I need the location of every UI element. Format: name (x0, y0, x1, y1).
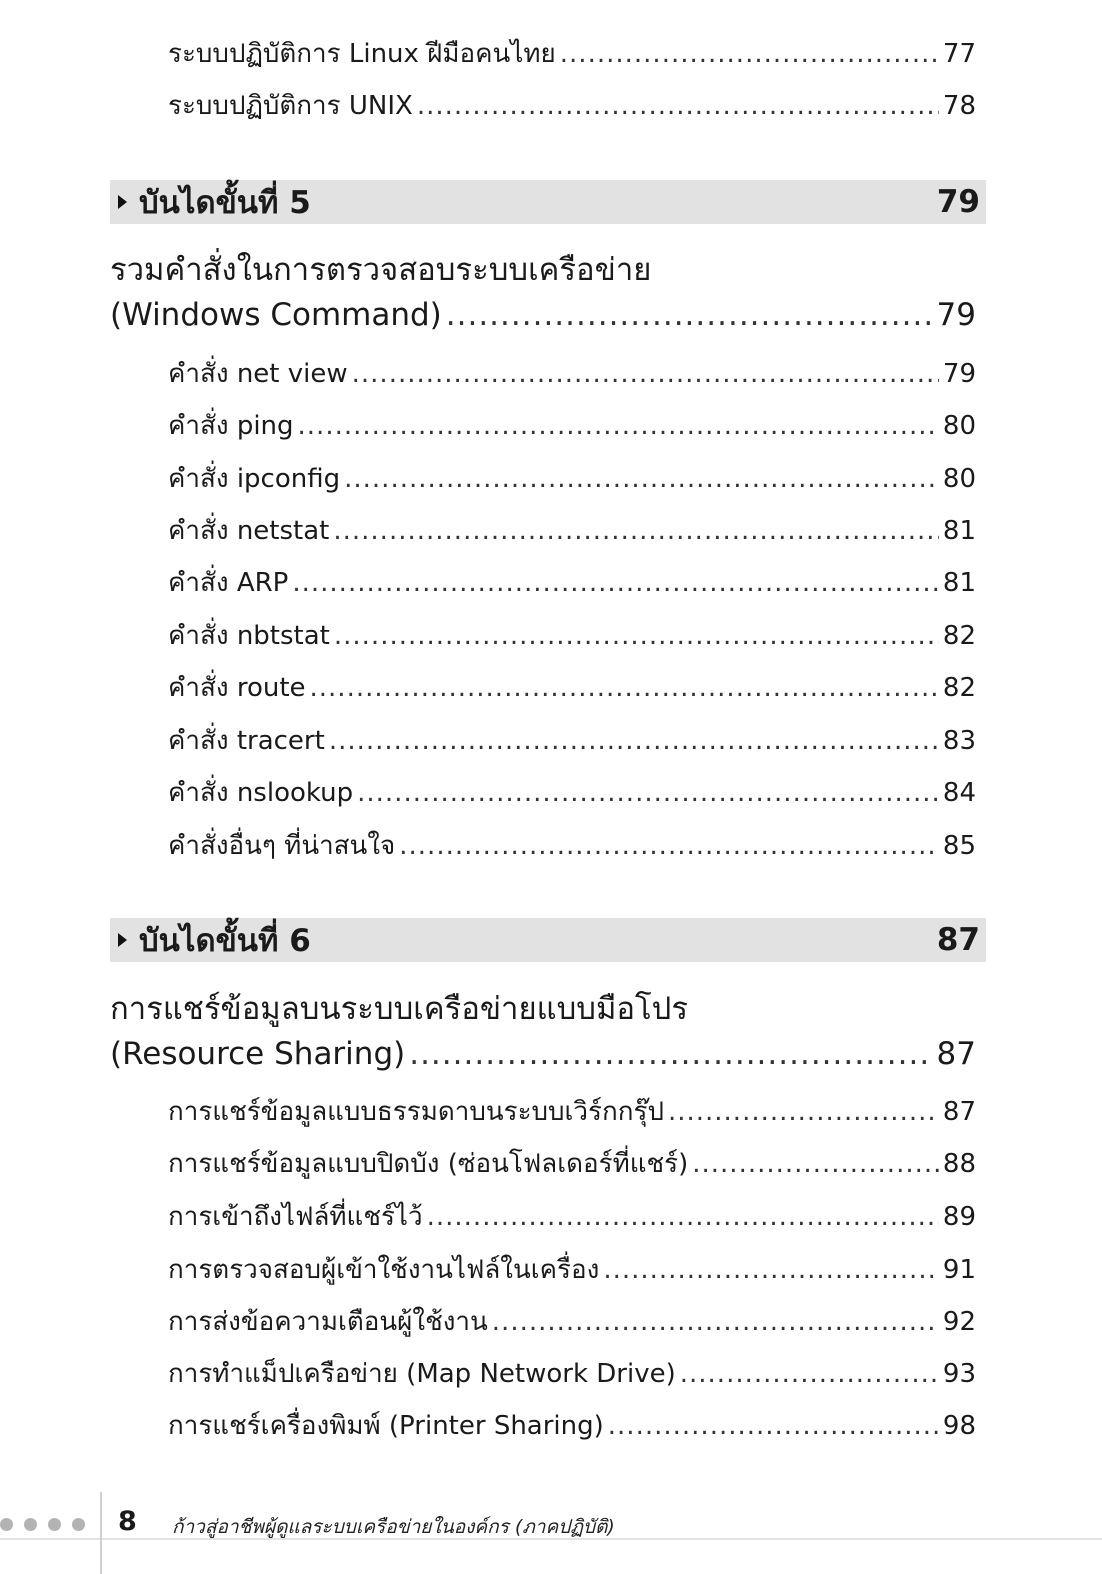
toc-entry-label: คำสั่ง route (168, 673, 306, 703)
toc-entry[interactable] (168, 33, 976, 74)
toc-entry-label: คำสั่ง nslookup (168, 778, 354, 808)
footer-vertical-divider (100, 1492, 102, 1574)
toc-entry-page: 82 (942, 621, 976, 651)
step-title: บันไดขั้นที่ 5 (139, 185, 311, 221)
toc-entry[interactable] (168, 405, 976, 446)
toc-entry-page: 84 (942, 778, 976, 808)
toc-entry-page: 88 (942, 1149, 976, 1179)
toc-entry-page: 81 (942, 516, 976, 546)
toc-entry[interactable] (168, 1405, 976, 1446)
toc-entry-label: การทำแม็ปเครือข่าย (Map Network Drive) (168, 1359, 676, 1389)
chapter-heading-line2: (Windows Command) (110, 297, 442, 333)
page-footer (0, 1492, 1102, 1574)
toc-entry-label: คำสั่ง ARP (168, 568, 289, 598)
toc-entry-label: คำสั่ง netstat (168, 516, 330, 546)
footer-book-title: ก้าวสู่อาชีพผู้ดูแลระบบเครือข่ายในองค์กร (ภาคปฏิบัติ) (172, 1516, 615, 1538)
toc-entry-page: 80 (942, 464, 976, 494)
toc-entry-label: การแชร์ข้อมูลแบบธรรมดาบนระบบเวิร์กกรุ๊ป (168, 1097, 664, 1127)
chapter-heading-entry[interactable] (110, 1036, 976, 1072)
toc-entry-page: 92 (942, 1307, 976, 1337)
dot-leader (692, 1149, 939, 1179)
dot-leader (334, 621, 939, 651)
dot-leader (417, 91, 939, 121)
toc-entry-page: 79 (942, 359, 976, 389)
chapter-heading-line1: การแชร์ข้อมูลบนระบบเครือข่ายแบบมือโปร (110, 991, 688, 1027)
toc-entry-label: คำสั่ง nbtstat (168, 621, 330, 651)
toc-entry[interactable] (168, 1091, 976, 1132)
toc-entry-page: 83 (942, 726, 976, 756)
toc-entry-page: 77 (942, 39, 976, 69)
toc-entry[interactable] (168, 458, 976, 499)
chapter-heading-page: 87 (936, 1036, 976, 1072)
dot-leader (668, 1097, 939, 1127)
step-6-header (110, 918, 986, 962)
toc-entry-label: การส่งข้อความเตือนผู้ใช้งาน (168, 1307, 488, 1337)
dot-leader (298, 411, 939, 441)
dot-leader (608, 1411, 939, 1441)
dot-leader (352, 359, 939, 389)
toc-entry[interactable] (168, 1249, 976, 1290)
dot-icon (48, 1518, 61, 1531)
toc-entry-page: 82 (942, 673, 976, 703)
dot-leader (292, 568, 939, 598)
toc-entry[interactable] (168, 720, 976, 761)
toc-entry[interactable] (168, 615, 976, 656)
step-title: บันไดขั้นที่ 6 (139, 923, 311, 959)
dot-leader (344, 464, 939, 494)
toc-entry-page: 93 (942, 1359, 976, 1389)
dot-icon (24, 1518, 37, 1531)
footer-page-number: 8 (118, 1506, 137, 1537)
dot-leader (680, 1359, 939, 1389)
dot-leader (427, 1202, 939, 1232)
toc-entry-label: คำสั่ง tracert (168, 726, 325, 756)
toc-entry[interactable] (168, 825, 976, 866)
chapter-heading-line2: (Resource Sharing) (110, 1036, 406, 1072)
dot-leader (560, 39, 939, 69)
step-page: 87 (936, 922, 980, 958)
step-5-header (110, 180, 986, 224)
toc-entry-label: การตรวจสอบผู้เข้าใช้งานไฟล์ในเครื่อง (168, 1255, 600, 1285)
toc-entry-page: 80 (942, 411, 976, 441)
triangle-bullet-icon (118, 195, 127, 209)
toc-entry-page: 87 (942, 1097, 976, 1127)
toc-entry-label: ระบบปฏิบัติการ UNIX (168, 91, 413, 121)
dot-leader (409, 1036, 932, 1072)
chapter-heading-entry[interactable] (110, 297, 976, 333)
toc-entry-label: การแชร์ข้อมูลแบบปิดบัง (ซ่อนโฟลเดอร์ที่แชร์) (168, 1149, 689, 1179)
toc-entry[interactable] (168, 85, 976, 126)
chapter-heading-line1: รวมคำสั่งในการตรวจสอบระบบเครือข่าย (110, 252, 652, 288)
toc-entry-label: คำสั่งอื่นๆ ที่น่าสนใจ (168, 831, 396, 861)
toc-entry-page: 81 (942, 568, 976, 598)
toc-entry[interactable] (168, 353, 976, 394)
dot-leader (333, 516, 939, 546)
triangle-bullet-icon (118, 933, 127, 947)
toc-entry[interactable] (168, 1143, 976, 1184)
toc-entry[interactable] (168, 1301, 976, 1342)
toc-entry-label: ระบบปฏิบัติการ Linux ฝีมือคนไทย (168, 39, 556, 69)
dot-leader (446, 297, 933, 333)
dot-leader (357, 778, 939, 808)
toc-entry-label: คำสั่ง ping (168, 411, 294, 441)
step-page: 79 (936, 184, 980, 220)
toc-entry-page: 91 (942, 1255, 976, 1285)
dot-leader (310, 673, 939, 703)
dot-leader (492, 1307, 939, 1337)
toc-entry-page: 85 (942, 831, 976, 861)
toc-entry-page: 98 (942, 1411, 976, 1441)
chapter-heading-page: 79 (936, 297, 976, 333)
toc-entry[interactable] (168, 772, 976, 813)
toc-entry-page: 89 (942, 1202, 976, 1232)
toc-entry[interactable] (168, 562, 976, 603)
toc-entry[interactable] (168, 1353, 976, 1394)
toc-entry[interactable] (168, 1196, 976, 1237)
toc-entry-label: คำสั่ง ipconfig (168, 464, 341, 494)
toc-entry-label: การเข้าถึงไฟล์ที่แชร์ไว้ (168, 1202, 423, 1232)
dot-icon (72, 1518, 85, 1531)
dot-leader (399, 831, 939, 861)
dot-leader (603, 1255, 939, 1285)
footer-dots (0, 1518, 96, 1531)
dot-icon (0, 1518, 13, 1531)
toc-entry[interactable] (168, 510, 976, 551)
toc-entry[interactable] (168, 667, 976, 708)
toc-entry-page: 78 (942, 91, 976, 121)
toc-entry-label: การแชร์เครื่องพิมพ์ (Printer Sharing) (168, 1411, 604, 1441)
dot-leader (329, 726, 939, 756)
toc-entry-label: คำสั่ง net view (168, 359, 348, 389)
